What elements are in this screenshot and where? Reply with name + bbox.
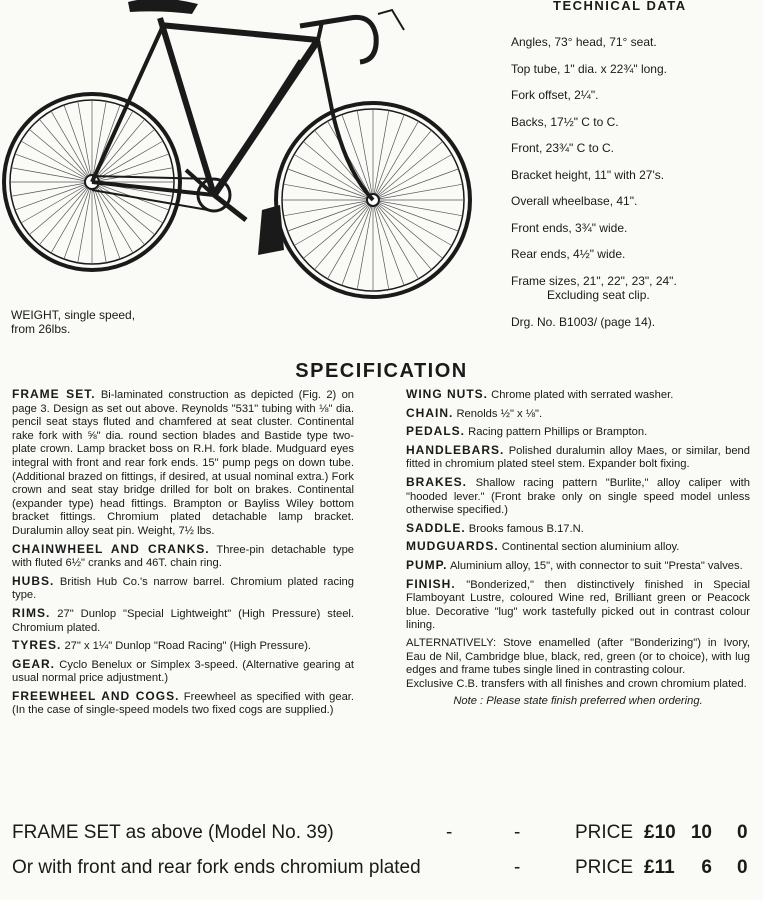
- spec-item-heading: PEDALS.: [406, 424, 466, 439]
- spec-item-heading: HANDLEBARS.: [406, 442, 505, 457]
- spec-item-heading: RIMS.: [12, 605, 51, 620]
- spec-item-text: British Hub Co.'s narrow barrel. Chromium plated racing type.: [12, 575, 354, 602]
- specification-left-column: [12, 388, 354, 722]
- spec-item-heading: HUBS.: [12, 573, 55, 588]
- price-word: PRICE: [575, 857, 634, 878]
- technical-data-line: Backs, 17½" C to C.: [511, 114, 619, 129]
- technical-data-line: Frame sizes, 21", 22", 23", 24".: [511, 273, 677, 288]
- spec-item-text: Three-pin detachable type with fluted 6½" cranks and 46T. chain ring.: [12, 543, 355, 570]
- spec-item-heading: TYRES.: [12, 638, 62, 653]
- spec-item-heading: CHAINWHEEL AND CRANKS.: [12, 541, 210, 556]
- spec-item: [406, 407, 750, 422]
- technical-data-line: Bracket height, 11" with 27's.: [511, 167, 665, 182]
- spec-item-text: Continental section aluminium alloy.: [501, 541, 680, 554]
- price-row-dash: -: [446, 822, 453, 843]
- weight-line-2: from 26lbs.: [11, 322, 71, 336]
- spec-item: [12, 690, 354, 718]
- spec-item-text: Polished duralumin alloy Maes, or similar, bend fitted in chromium plated steel stem. Expander bolt fixing.: [406, 444, 750, 471]
- spec-item: [406, 578, 750, 633]
- technical-data-frame-note: Excluding seat clip.: [547, 288, 650, 302]
- spec-item-heading: MUDGUARDS.: [406, 539, 499, 554]
- spec-item-text: Renolds ½" x ⅛".: [456, 407, 543, 420]
- spec-item: [12, 575, 354, 603]
- spec-item-text: Cyclo Benelux or Simplex 3-speed. (Alternative gearing at usual normal price adjustment.): [12, 658, 355, 685]
- technical-data-line: Front ends, 3¾" wide.: [511, 220, 628, 235]
- spec-item: [12, 607, 354, 635]
- spec-item-text: Bi-laminated construction as depicted (Fig. 2) on page 3. Design as set out above. Reynolds "531" tubing with ⅛" dia. pencil seat stays fluted and chamfered at seat cluster. Continental rake fork with ⅝" dia. round section blades and Bastide type two-plate crown. Lamp bracket boss on R.H. fork blade. Mudguard eyes integral with front and rear fork ends. 15" pump pegs on down tube. (Additional brazed on fittings, if desired, at usual nominal extra.) Fork crown and seat stay bridge drilled for bolt on brakes. Continental (expander type) head fittings. Brampton or Bayliss Wiley bottom bracket fittings. Chromium plated detachable lamp bracket. Duralumin alloy seat pin. Weight, 7½ lbs.: [12, 389, 355, 537]
- technical-data-drawing-number: Drg. No. B1003/ (page 14).: [511, 315, 656, 329]
- spec-item-text: 27" x 1¼" Dunlop "Road Racing" (High Pressure).: [64, 640, 312, 653]
- spec-note: Note : Please state finish preferred when ordering.: [453, 695, 703, 708]
- spec-item-text: Shallow racing pattern "Burlite," alloy caliper with "hooded lever." (Front brake only on single speed model unless otherwise specified.): [406, 476, 751, 517]
- spec-item-heading: BRAKES.: [406, 474, 468, 489]
- price-row-dash: -: [514, 857, 521, 878]
- spec-item-text: Brooks famous B.17.N.: [468, 522, 584, 535]
- weight-line-1: WEIGHT, single speed,: [11, 308, 136, 322]
- spec-item-text: Chrome plated with serrated washer.: [491, 389, 674, 401]
- spec-item: [12, 639, 354, 654]
- spec-item-heading: PUMP.: [406, 557, 448, 572]
- spec-alternatively: ALTERNATIVELY: Stove enamelled (after "Bonderizing") in Ivory, Eau de Nil, Cambridge blue, black, red, green (or to choice), with lug edges and frame tubes single lined in contrasting colour.: [406, 636, 750, 677]
- spec-item-text: Racing pattern Phillips or Brampton.: [468, 426, 648, 439]
- technical-data-line: Top tube, 1" dia. x 22¾" long.: [511, 61, 667, 76]
- spec-item: [406, 444, 750, 472]
- spec-item: [406, 559, 750, 574]
- price-row-dash: -: [514, 822, 521, 843]
- technical-data-line: Front, 23¾" C to C.: [511, 141, 614, 155]
- spec-item-heading: SADDLE.: [406, 520, 466, 535]
- spec-item: [406, 522, 750, 537]
- specification-title: SPECIFICATION: [295, 360, 468, 382]
- price-pounds: £10: [644, 822, 676, 843]
- spec-item: [12, 388, 354, 539]
- weight-caption: [11, 308, 135, 336]
- spec-item: [406, 540, 750, 555]
- price-row-label: FRAME SET as above (Model No. 39): [12, 822, 334, 843]
- technical-data-title: TECHNICAL DATA: [553, 0, 687, 13]
- specification-right-column: [406, 388, 750, 713]
- spec-item-text: 27" Dunlop "Special Lightweight" (High Pressure) steel. Chromium plated.: [12, 607, 355, 634]
- technical-data-line: Angles, 73° head, 71° seat.: [511, 35, 657, 49]
- spec-item-text: "Bonderized," then distinctively finished in Special Flamboyant Lustre, coloured Wine red, Brilliant green or Peacock blue. Decorative "lug" work tastefully picked out in contrast colour lining.: [406, 578, 750, 632]
- price-shillings: 10: [690, 822, 712, 843]
- spec-item-heading: GEAR.: [12, 656, 56, 671]
- spec-item: [406, 425, 750, 440]
- spec-item: [12, 658, 354, 686]
- spec-item: [12, 543, 354, 571]
- spec-item: [406, 388, 750, 403]
- price-shillings: 6: [701, 857, 712, 878]
- spec-item-heading: FINISH.: [406, 576, 456, 591]
- price-pence: 0: [737, 822, 748, 843]
- technical-data-line: Fork offset, 2¼".: [511, 88, 599, 102]
- price-row-chromium-ends: [0, 857, 763, 887]
- price-row-label: Or with front and rear fork ends chromium plated: [12, 857, 421, 878]
- spec-item-heading: WING NUTS.: [406, 387, 488, 401]
- technical-data-line: Rear ends, 4½" wide.: [511, 247, 626, 261]
- spec-item-text: Aluminium alloy, 15", with connector to suit "Presta" valves.: [449, 559, 743, 572]
- spec-item: [406, 476, 750, 518]
- price-row-frame-set: [0, 822, 763, 852]
- spec-item-text: Freewheel as specified with gear. (In the case of single-speed models two fixed cogs are supplied.): [12, 690, 355, 717]
- spec-item-heading: FRAME SET.: [12, 387, 96, 401]
- spec-item-heading: FREEWHEEL AND COGS.: [12, 688, 180, 703]
- spec-transfers: Exclusive C.B. transfers with all finishes and crown chromium plated.: [406, 677, 747, 690]
- spec-item-heading: CHAIN.: [406, 405, 454, 420]
- technical-data-line: Overall wheelbase, 41".: [511, 194, 638, 208]
- price-pence: 0: [737, 857, 748, 878]
- bicycle-illustration: [0, 0, 480, 305]
- price-word: PRICE: [575, 822, 634, 843]
- price-pounds: £11: [644, 857, 675, 878]
